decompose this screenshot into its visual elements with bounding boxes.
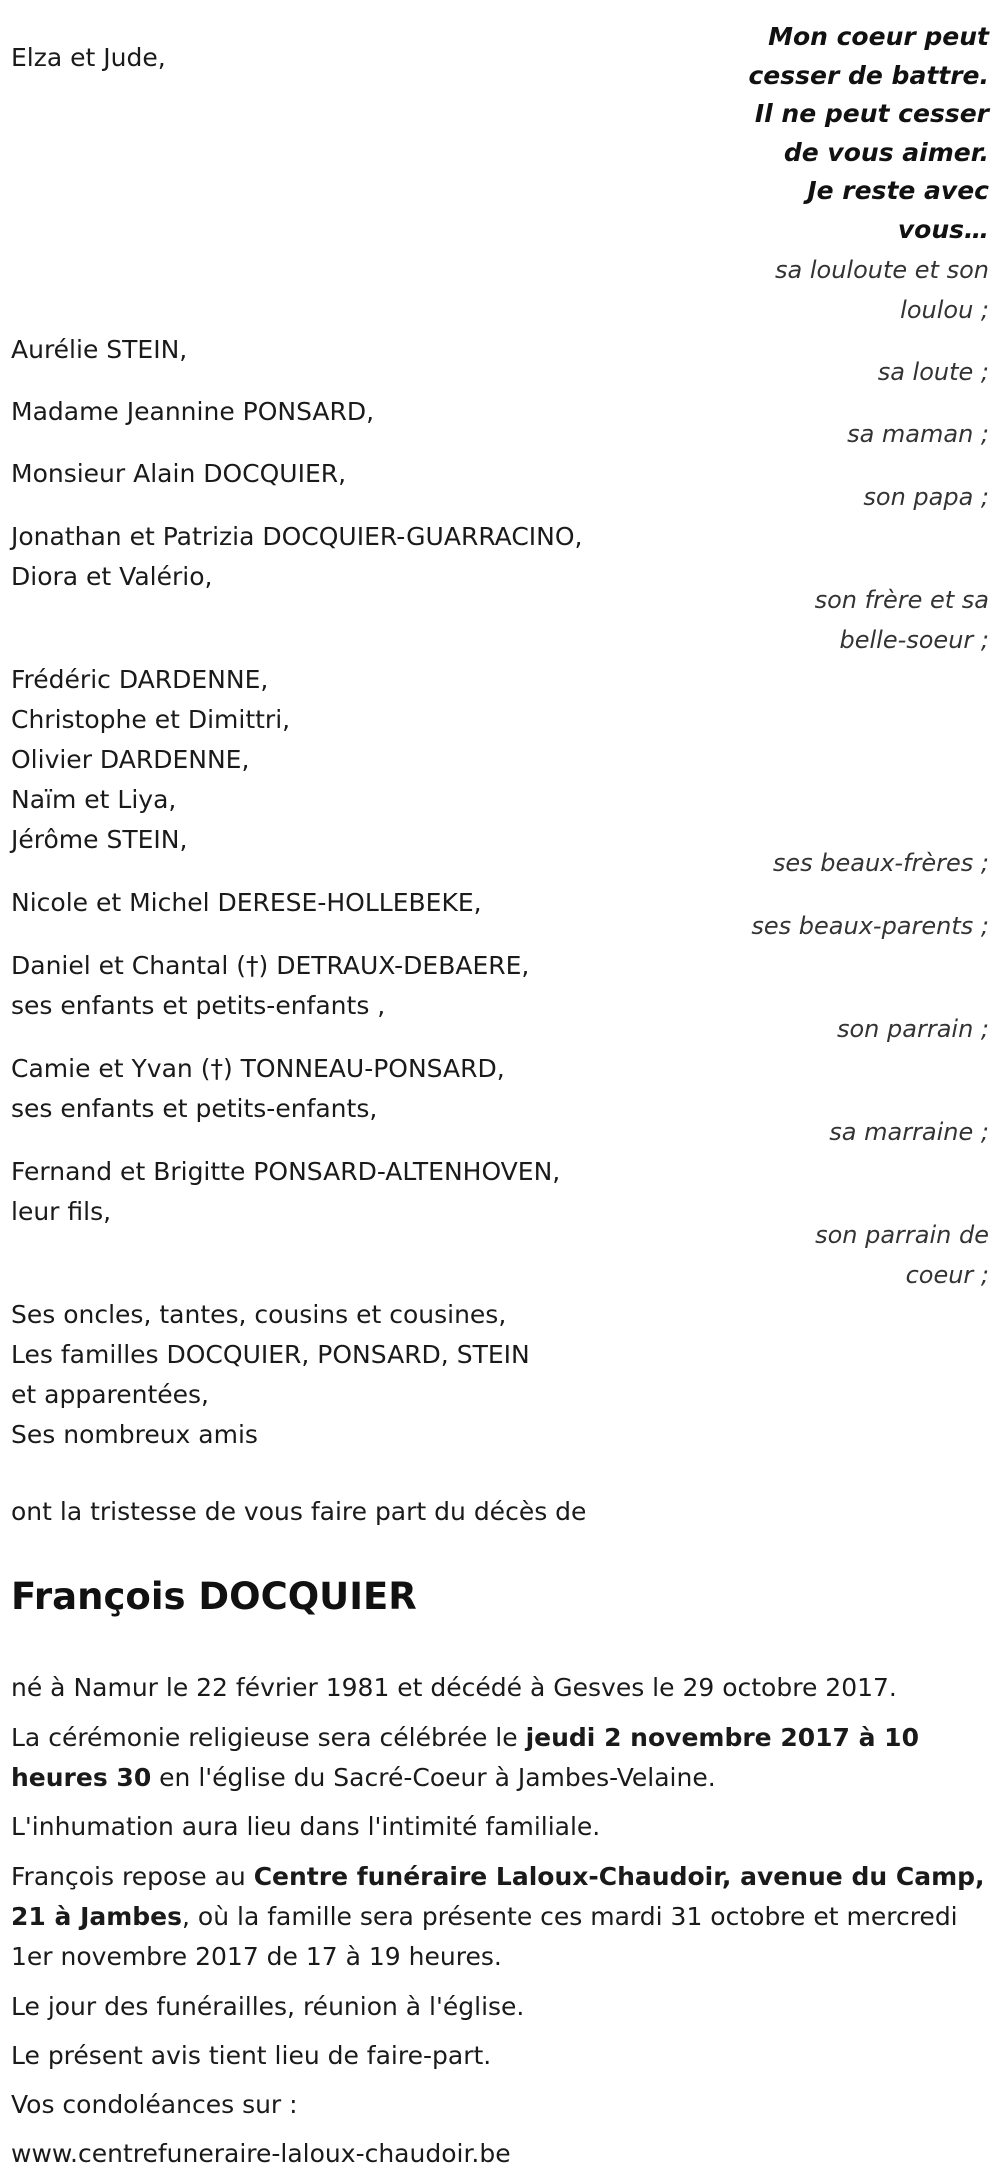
family-relation [689,906,989,946]
family-names [11,883,482,923]
family-name-line: ses enfants et petits-enfants, [11,1094,378,1123]
family-name-line: Fernand et Brigitte PONSARD-ALTENHOVEN, [11,1157,561,1186]
family-relation [689,352,989,392]
ceremony-suffix: en l'église du Sacré-Coeur à Jambes-Velaine. [151,1763,716,1792]
rest-suffix: , où la famille sera présente ces mardi 31 octobre et mercredi 1er novembre 2017 de 17 à 19 heures. [11,1902,958,1971]
relation-line: coeur ; [905,1261,989,1289]
family-name-line: Olivier DARDENNE, [11,745,250,774]
family-names [11,330,187,370]
ceremony-date: jeudi 2 novembre 2017 à 10 heures 30 [11,1723,919,1792]
announcement: ont la tristesse de vous faire part du décès de [11,1497,587,1526]
family-name-line: Diora et Valério, [11,562,213,591]
relation-line: son papa ; [863,483,989,511]
ceremony-info [11,1718,986,1798]
quote-line: vous… [897,214,989,244]
family-name-line: Aurélie STEIN, [11,335,188,364]
family-name-line: Daniel et Chantal (†) DETRAUX-DEBAERE, [11,951,530,980]
family-relation [689,477,989,517]
rest-info [11,1857,986,1977]
relation-line: sa maman ; [847,420,989,448]
family-name-line: Naïm et Liya, [11,785,177,814]
others-line: Les familles DOCQUIER, PONSARD, STEIN [11,1340,530,1369]
relation-line: loulou ; [900,296,989,324]
website-link[interactable]: www.centrefuneraire-laloux-chaudoir.be [11,2139,511,2168]
family-name-line: ses enfants et petits-enfants , [11,991,386,1020]
family-relation [689,250,989,330]
relation-line: ses beaux-frères ; [772,849,989,877]
meeting-info: Le jour des funérailles, réunion à l'église. [11,1992,525,2021]
deceased-name: François DOCQUIER [11,1575,417,1618]
quote-line: cesser de battre. [748,60,989,90]
family-names [11,946,529,1026]
family-name-line: Monsieur Alain DOCQUIER, [11,459,347,488]
birth-death: né à Namur le 22 février 1981 et décédé à Gesves le 29 octobre 2017. [11,1673,897,1702]
ceremony-prefix: La cérémonie religieuse sera célébrée le [11,1723,526,1752]
family-names [11,392,374,432]
others-line: Ses oncles, tantes, cousins et cousines, [11,1300,507,1329]
others-line: et apparentées, [11,1380,209,1409]
relation-line: son parrain ; [836,1015,989,1043]
relation-line: son parrain de [815,1221,989,1249]
family-relation [689,580,989,660]
quote-line: Il ne peut cesser [754,99,989,128]
family-name-line: Nicole et Michel DERESE-HOLLEBEKE, [11,888,482,917]
family-name-line: Jérôme STEIN, [11,825,188,854]
relation-line: sa louloute et son [775,256,989,284]
family-relation [689,414,989,454]
family-relation [689,1215,989,1295]
family-name-line: Jonathan et Patrizia DOCQUIER-GUARRACINO, [11,522,583,551]
condolences-label: Vos condoléances sur : [11,2090,298,2119]
quote-block [659,18,989,249]
family-name-line: Frédéric DARDENNE, [11,665,269,694]
rest-place: Centre funéraire Laloux-Chaudoir, avenue du Camp, 21 à Jambes [11,1862,985,1931]
notice-info: Le présent avis tient lieu de faire-part. [11,2041,492,2070]
relation-line: son frère et sa [814,586,989,614]
family-names [11,38,166,78]
burial-info: L'inhumation aura lieu dans l'intimité familiale. [11,1812,601,1841]
family-names [11,517,583,597]
others-list [11,1295,530,1455]
family-names [11,660,290,860]
relation-line: belle-soeur ; [839,626,989,654]
family-name-line: Madame Jeannine PONSARD, [11,397,375,426]
relation-line: ses beaux-parents ; [751,912,989,940]
family-relation [689,843,989,883]
others-line: Ses nombreux amis [11,1420,258,1449]
quote-line: de vous aimer. [783,137,989,167]
family-relation [689,1009,989,1049]
family-relation [689,1112,989,1152]
family-name-line: Elza et Jude, [11,43,166,72]
family-name-line: Camie et Yvan (†) TONNEAU-PONSARD, [11,1054,505,1083]
family-names [11,1049,505,1129]
relation-line: sa marraine ; [829,1118,989,1146]
family-name-line: leur fils, [11,1197,112,1226]
family-names [11,454,346,494]
rest-prefix: François repose au [11,1862,254,1891]
family-name-line: Christophe et Dimittri, [11,705,291,734]
quote-line: Je reste avec [807,176,989,205]
relation-line: sa loute ; [877,358,989,386]
quote-line: Mon coeur peut [768,22,989,51]
family-names [11,1152,560,1232]
